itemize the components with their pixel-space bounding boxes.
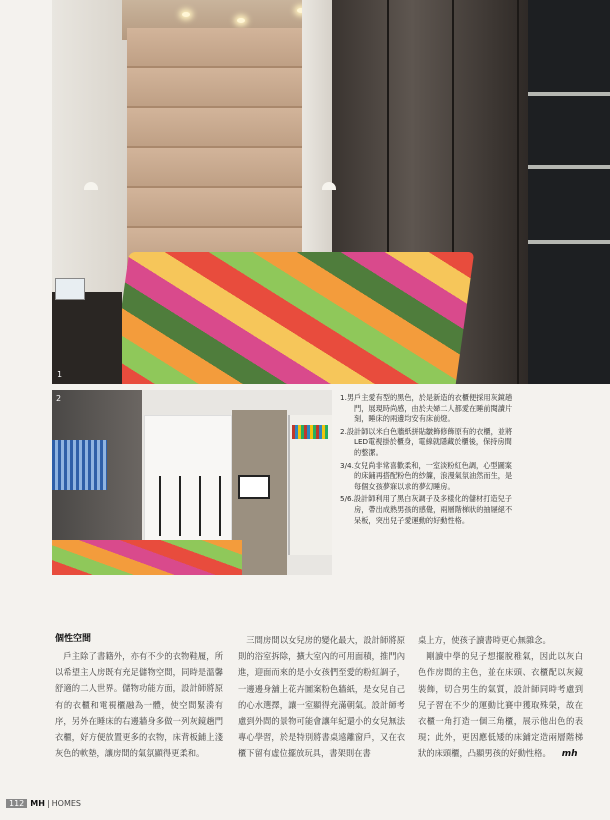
page-footer <box>0 799 610 813</box>
body-column-3 <box>418 632 583 763</box>
photo-number: 1 <box>57 370 63 379</box>
wall-lamp <box>322 182 336 190</box>
body-column-1: 戶主除了書籍外，亦有不少的衣物鞋履，所以希望主人房既有充足儲物空間，同時是溫馨舒適的二人世界。儲物功能方面，設計師將原有的衣櫃和電視櫃融為一體，使空間緊湊有序，另外在睡床的右邊牆身多做一列灰鏡趟門衣櫃，好方便放置更多的衣物，床背板鋪上淺灰色的軟墊，讓房間的氣氛顯得更柔和。 <box>55 651 223 759</box>
paragraph <box>418 648 583 762</box>
ceiling-light <box>182 12 190 17</box>
caption: 3/4.女兒尚非常喜歡柔和，一室淡粉紅色調，心型圖案的床鋪再搭配粉色的紗簾，浪漫氣氛油然而生，是每個女孩夢寐以求的夢幻睡房。 <box>340 460 513 491</box>
separator: | <box>46 799 50 808</box>
paragraph: 桌上方，使孩子讀書時更心無雜念。 <box>418 635 551 645</box>
caption: 2.設計師以米白色牆紙拼貼皺飾修飾原有的衣櫃，並將LED電視掛於櫃身，電線就隱藏於櫃後，保持房間的整潔。 <box>340 426 513 457</box>
section-title: 個性空間 <box>55 634 92 644</box>
wall-lamp <box>84 182 98 190</box>
bed-quilt <box>52 540 242 575</box>
ceiling-light <box>237 18 245 23</box>
photo-number: 2 <box>56 394 62 403</box>
bedroom-photo <box>52 0 610 384</box>
body-column-2: 三間房間以女兒房的變化最大，設計師將原則的浴室拆除，擴大室內的可用面積，推門內進，迎面而來的是小女孩們至愛的粉紅調子，一邊邊身舖上花卉圖案粉色牆紙，是女兒自己的心水選擇，讓一室顯得充滿朝氣。設計師考慮到外間的景物可能會讓年紀還小的女兒無法專心學習，於是特別將書桌遠離窗戶，又在衣櫃下留有虛位擺放玩具，書架則在書 <box>238 635 405 759</box>
magazine-name: MH <box>30 799 45 808</box>
caption: 5/6.設計師利用了黑白灰調子及多樣化的儲材打造兒子房，帶出成熟男孩的感覺，兩層階梯狀的抽屜絕不呆板，突出兒子愛運動的好動性格。 <box>340 494 513 525</box>
section-name: HOMES <box>51 799 81 808</box>
bed-colorful-quilt <box>111 252 475 384</box>
photo-captions <box>340 393 516 528</box>
nightstand <box>52 292 122 384</box>
page-number: 112 <box>6 799 27 808</box>
window-curtain <box>52 440 107 490</box>
display-shelf <box>528 0 610 384</box>
alarm-clock <box>55 278 85 300</box>
books <box>292 425 328 439</box>
end-mark: mh <box>561 749 578 760</box>
boys-room-photo <box>52 390 332 575</box>
tv <box>238 475 270 499</box>
paragraph-text: 剛讀中學的兒子想擺脫稚氣，因此以灰白色作房間的主色，並在床頭、衣櫃配以灰鏡裝飾，切合男生的氣質，設計師同時考慮到兒子習在不少的運動比賽中獲取殊榮，故在衣櫃一角打造一個三角櫃，展示他出色的表現；此外，更因應低矮的床鋪定造兩層階梯狀的床頭櫃，凸顯男孩的好動性格。 <box>418 651 583 759</box>
headboard <box>127 28 302 268</box>
caption: 1.男戶主愛有型的黑色，於是新造的衣櫃便採用灰鏡趟門，展現時尚感，由於夫婦二人都愛在睡前閱讀片刻，睡床的兩邊均安有床前燈。 <box>340 393 513 424</box>
